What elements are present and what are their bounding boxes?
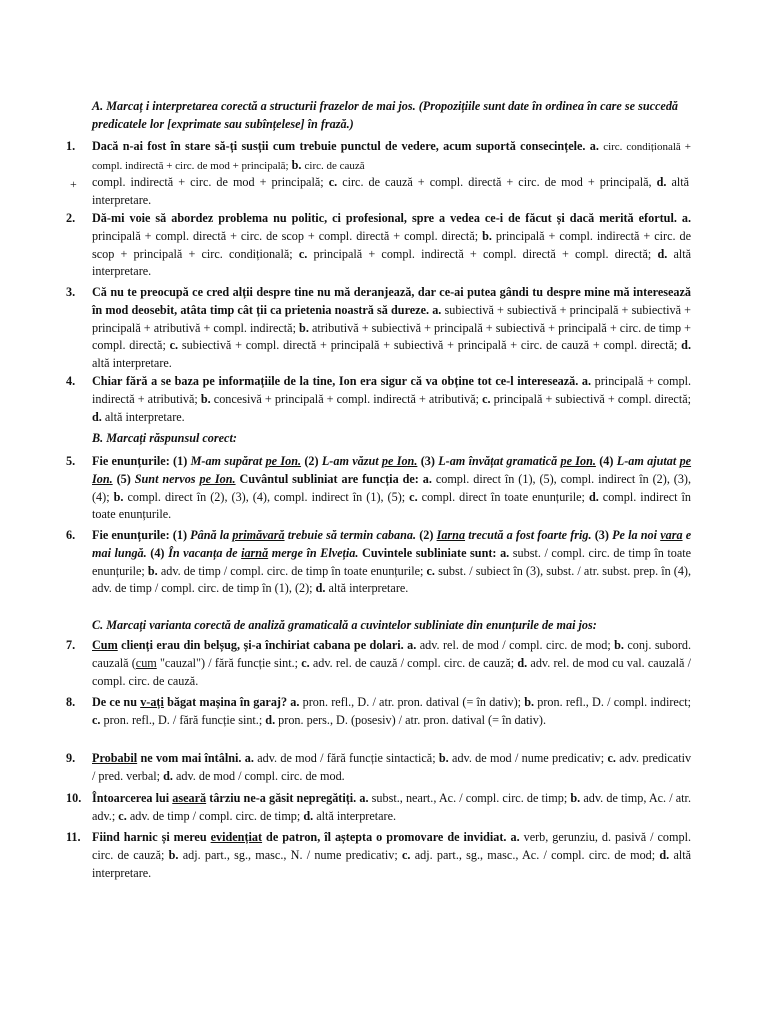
question-2 xyxy=(66,210,691,281)
question-number: 11. xyxy=(66,830,81,844)
underlined-word: Iarna xyxy=(436,528,466,542)
option-label: a. xyxy=(244,751,254,765)
question-text: de patron, îl aștepta o promovare de invidiat. xyxy=(266,830,507,844)
sentence-3: Pe la noi xyxy=(612,528,658,542)
question-text: De ce nu xyxy=(92,695,137,709)
section-b-title: B. Marcați răspunsul corect: xyxy=(92,431,237,445)
underlined-word: pe Ion. xyxy=(560,454,596,468)
option-c: compl. direct în toate enunțurile; xyxy=(421,489,585,504)
option-label: c. xyxy=(402,847,411,862)
option-d: altă interpretare. xyxy=(92,847,692,880)
option-label: a. xyxy=(359,791,369,805)
option-c: pron. refl., D. / fără funcție sint.; xyxy=(103,712,263,727)
option-label: a. xyxy=(510,830,520,844)
underlined-word: pe Ion. xyxy=(199,471,236,486)
option-d: pron. pers., D. (posesiv) / atr. pron. datival (= în dativ). xyxy=(278,712,547,727)
option-d: altă interpretare. xyxy=(328,581,409,596)
option-d: compl. indirect în toate enunțurile. xyxy=(92,489,692,522)
option-d: altă interpretare. xyxy=(92,246,692,279)
option-d: altă interpretare. xyxy=(92,356,172,371)
option-label: b. xyxy=(299,320,309,335)
question-number: 9. xyxy=(66,751,76,765)
question-3 xyxy=(66,284,691,373)
sentence-4: În vacanța de xyxy=(168,545,238,560)
option-label: b. xyxy=(147,563,158,578)
option-label: c. xyxy=(409,489,418,504)
option-c: circ. de cauză + compl. directă + circ. de mod + principală, xyxy=(342,175,652,189)
option-d: adv. de mod / compl. circ. de mod. xyxy=(175,768,345,783)
option-b: adv. de timp, Ac. / atr. adv.; xyxy=(92,791,691,823)
question-number: 7. xyxy=(66,638,76,652)
section-c-title: C. Marcați varianta corectă de analiză gramaticală a cuvintelor subliniate din enunțurile de mai jos: xyxy=(92,618,597,632)
question-8 xyxy=(66,694,691,730)
option-c: adj. part., sg., masc., Ac. / compl. circ. de mod; xyxy=(414,847,656,862)
question-text: clienți erau din belșug, și-a închiriat cabana pe dolari. xyxy=(121,638,404,652)
underlined-word: evidențiat xyxy=(210,830,263,844)
question-text: târziu ne-a găsit nepregătiți. xyxy=(209,791,357,805)
option-label: b. xyxy=(438,751,449,765)
sentence-number: (2) xyxy=(304,454,319,468)
option-label: a. xyxy=(500,545,510,560)
option-label: d. xyxy=(656,175,667,189)
sentence-number: (3) xyxy=(420,454,435,468)
option-label: a. xyxy=(407,638,417,652)
option-label: d. xyxy=(303,808,314,823)
underlined-word: v-ați xyxy=(140,695,164,709)
option-label: b. xyxy=(291,157,302,172)
option-label: a. xyxy=(290,695,300,709)
sentence-4: L-am ajutat xyxy=(616,454,677,468)
underlined-word: vara xyxy=(660,528,683,542)
option-c: subiectivă + compl. directă + principală + subiectivă + principală + circ. de cauză + compl. directă; xyxy=(181,338,678,353)
option-label: b. xyxy=(482,228,492,243)
sentence-4-end: merge în Elveția. xyxy=(271,545,359,560)
option-a: pron. refl., D. / atr. pron. datival (= în dativ); xyxy=(302,695,522,709)
option-label: c. xyxy=(426,563,435,578)
option-b: principală + compl. indirectă + circ. de scop + principală + circ. condițională; xyxy=(92,228,691,261)
question-number: 4. xyxy=(66,374,76,388)
question-6 xyxy=(66,527,691,598)
option-b: pron. refl., D. / compl. indirect; xyxy=(537,695,692,709)
underlined-word: Cum xyxy=(92,638,118,652)
option-b: circ. de cauză xyxy=(304,159,365,172)
option-label: d. xyxy=(517,655,528,670)
question-1-continuation xyxy=(92,174,689,210)
option-a: adv. de mod / fără funcție sintactică; xyxy=(257,751,436,765)
sentence-number: (4) xyxy=(599,454,614,468)
option-b: adv. de timp / compl. circ. de timp în toate enunțurile; xyxy=(160,563,424,578)
sentence-number: (3) xyxy=(594,528,609,542)
option-label: c. xyxy=(328,175,338,189)
question-text: Dacă n-ai fost în stare să-ți susții cum trebuie punctul de vedere, acum suportă consecințele. xyxy=(92,139,586,153)
question-text: Fiind harnic și mereu xyxy=(92,830,207,844)
question-number: 5. xyxy=(66,454,76,468)
option-d: adv. rel. de mod cu val. cauzală / compl. circ. de cauză. xyxy=(92,655,691,688)
sentence-1: Până la xyxy=(190,528,230,542)
question-text: Dă-mi voie să abordez problema nu politic, ci profesional, spre a vedea ce-i de făcut și dacă merită efortul. xyxy=(92,211,677,225)
option-a: principală + compl. indirectă + atributivă; xyxy=(92,374,692,406)
option-b: adv. de mod / nume predicativ; xyxy=(452,751,605,765)
question-text: ne vom mai întâlni. xyxy=(140,751,242,765)
question-text: Că nu te preocupă ce cred alții despre tine nu mă deranjează, dar ce-ai putea gândi tu despre mine mă interesează în mod deosebit, atâta timp cât ții ca prietenia noastră să dureze. xyxy=(92,285,691,317)
sentence-number: (4) xyxy=(150,545,165,560)
question-number: 2. xyxy=(66,211,76,225)
sentence-5: Sunt nervos xyxy=(134,471,196,486)
continuation-text: compl. indirectă + circ. de mod + principală; xyxy=(92,175,324,189)
option-d: altă interpretare. xyxy=(104,409,185,424)
question-number: 8. xyxy=(66,695,76,709)
option-label: b. xyxy=(524,695,535,709)
underlined-word: pe Ion. xyxy=(92,454,692,486)
option-label: c. xyxy=(482,391,491,406)
question-number: 6. xyxy=(66,528,76,542)
option-label: d. xyxy=(657,246,668,261)
option-label: a. xyxy=(581,374,592,388)
option-c: principală + subiectivă + compl. directă; xyxy=(493,391,692,406)
underlined-word: pe Ion. xyxy=(381,454,418,468)
option-a: subst., neart., Ac. / compl. circ. de timp; xyxy=(371,791,568,805)
option-label: c. xyxy=(298,246,308,261)
question-tail: Cuvintele subliniate sunt: xyxy=(362,545,497,560)
option-d: altă interpretare. xyxy=(92,175,690,207)
question-10 xyxy=(66,790,691,826)
option-c: subst. / subiect în (3), subst. / atr. subst. prep. în (4), adv. de timp / compl. circ. de timp în (1), (2); xyxy=(92,563,692,596)
option-label: c. xyxy=(169,338,179,353)
option-d: altă interpretare. xyxy=(316,808,397,823)
option-label: b. xyxy=(614,638,624,652)
option-c: adv. predicativ / pred. verbal; xyxy=(92,751,692,783)
question-9 xyxy=(66,750,691,786)
option-a: verb, gerunziu, d. pasivă / compl. circ. de cauză; xyxy=(92,830,692,862)
option-label: b. xyxy=(570,791,581,805)
underlined-word: iarnă xyxy=(241,545,269,560)
question-lead: Fie enunțurile: (1) xyxy=(92,454,188,468)
question-tail: Cuvântul subliniat are funcția de: xyxy=(239,471,419,486)
question-number: 10. xyxy=(66,791,82,805)
option-c: adv. rel. de cauză / compl. circ. de cauză; xyxy=(312,655,515,670)
option-b: concesivă + principală + compl. indirectă + atributivă; xyxy=(213,391,479,406)
sentence-2: L-am văzut xyxy=(321,454,379,468)
option-b: adj. part., sg., masc., N. / nume predicativ; xyxy=(182,847,398,862)
option-label: d. xyxy=(92,409,102,424)
option-label: b. xyxy=(200,391,211,406)
question-1 xyxy=(66,138,691,176)
question-text: băgat mașina în garaj? xyxy=(167,695,288,709)
option-a: principală + compl. directă + circ. de scop + compl. directă + compl. directă; xyxy=(92,228,479,243)
option-a: subst. / compl. circ. de timp în toate enunțurile; xyxy=(92,545,692,578)
question-number: 3. xyxy=(66,285,76,299)
option-label: d. xyxy=(659,847,670,862)
section-a-title: A. Marcaț i interpretarea corectă a structurii frazelor de mai jos. (Propozițiile sunt date în ordinea în care se succedă predicatele lor [exprimate sau subînțelese] în frază.) xyxy=(92,99,679,131)
option-label: d. xyxy=(588,489,599,504)
option-c: principală + compl. indirectă + compl. directă + compl. directă; xyxy=(313,246,652,261)
option-b-part: "cauzal") / fără funcție sint.; xyxy=(159,655,299,670)
underlined-word: Probabil xyxy=(92,751,138,765)
underlined-word: aseară xyxy=(172,791,207,805)
option-label: d. xyxy=(265,712,276,727)
sentence-1-end: trebuie să termin cabana. xyxy=(287,528,417,542)
question-4 xyxy=(66,373,691,426)
option-label: d. xyxy=(681,338,691,353)
option-b-part: conj. subord. cauzală ( xyxy=(92,638,692,670)
option-b: compl. direct în (2), (3), (4), compl. indirect în (1), (5); xyxy=(127,489,406,504)
sentence-3-end: e mai lungă. xyxy=(92,528,692,560)
sentence-3: L-am învățat gramatică xyxy=(438,454,558,468)
question-number: 1. xyxy=(66,139,76,153)
option-label: a. xyxy=(589,139,599,153)
question-lead: Fie enunțurile: (1) xyxy=(92,528,187,542)
sentence-2-end: trecută a fost foarte frig. xyxy=(468,528,592,542)
question-7 xyxy=(66,637,691,690)
option-label: c. xyxy=(92,712,101,727)
option-a: subiectivă + subiectivă + principală + subiectivă + principală + atributivă + compl. indirectă; xyxy=(92,302,692,335)
question-11 xyxy=(66,829,691,882)
option-label: a. xyxy=(681,211,692,225)
option-label: a. xyxy=(422,471,432,486)
option-label: c. xyxy=(301,655,310,670)
option-a: circ. condițională + compl. indirectă + circ. de mod + principală; xyxy=(92,141,691,172)
question-text: Chiar fără a se baza pe informațiile de la tine, Ion era sigur că va obține tot ce-l interesează. xyxy=(92,374,579,388)
option-label: a. xyxy=(432,302,442,317)
sentence-number: (5) xyxy=(116,471,131,486)
option-label: b. xyxy=(168,847,179,862)
question-5 xyxy=(66,453,691,524)
sentence-1: M-am supărat xyxy=(190,454,263,468)
option-label: b. xyxy=(113,489,124,504)
plus-sign: + xyxy=(70,177,77,191)
option-label: d. xyxy=(315,581,326,596)
option-a: compl. direct în (1), (5), compl. indirect în (2), (3), (4); xyxy=(92,471,692,504)
sentence-number: (2) xyxy=(419,528,434,542)
option-label: c. xyxy=(118,808,127,823)
underlined-word: cum xyxy=(135,655,157,670)
option-label: c. xyxy=(607,751,616,765)
underlined-word: pe Ion. xyxy=(265,454,302,468)
option-b: atributivă + subiectivă + principală + subiectivă + principală + circ. de timp + compl. directă; xyxy=(92,320,692,353)
option-label: d. xyxy=(163,768,173,783)
option-a: adv. rel. de mod / compl. circ. de mod; xyxy=(419,638,611,652)
question-text: Întoarcerea lui xyxy=(92,791,170,805)
underlined-word: primăvară xyxy=(232,528,285,542)
option-c: adv. de timp / compl. circ. de timp; xyxy=(129,808,301,823)
